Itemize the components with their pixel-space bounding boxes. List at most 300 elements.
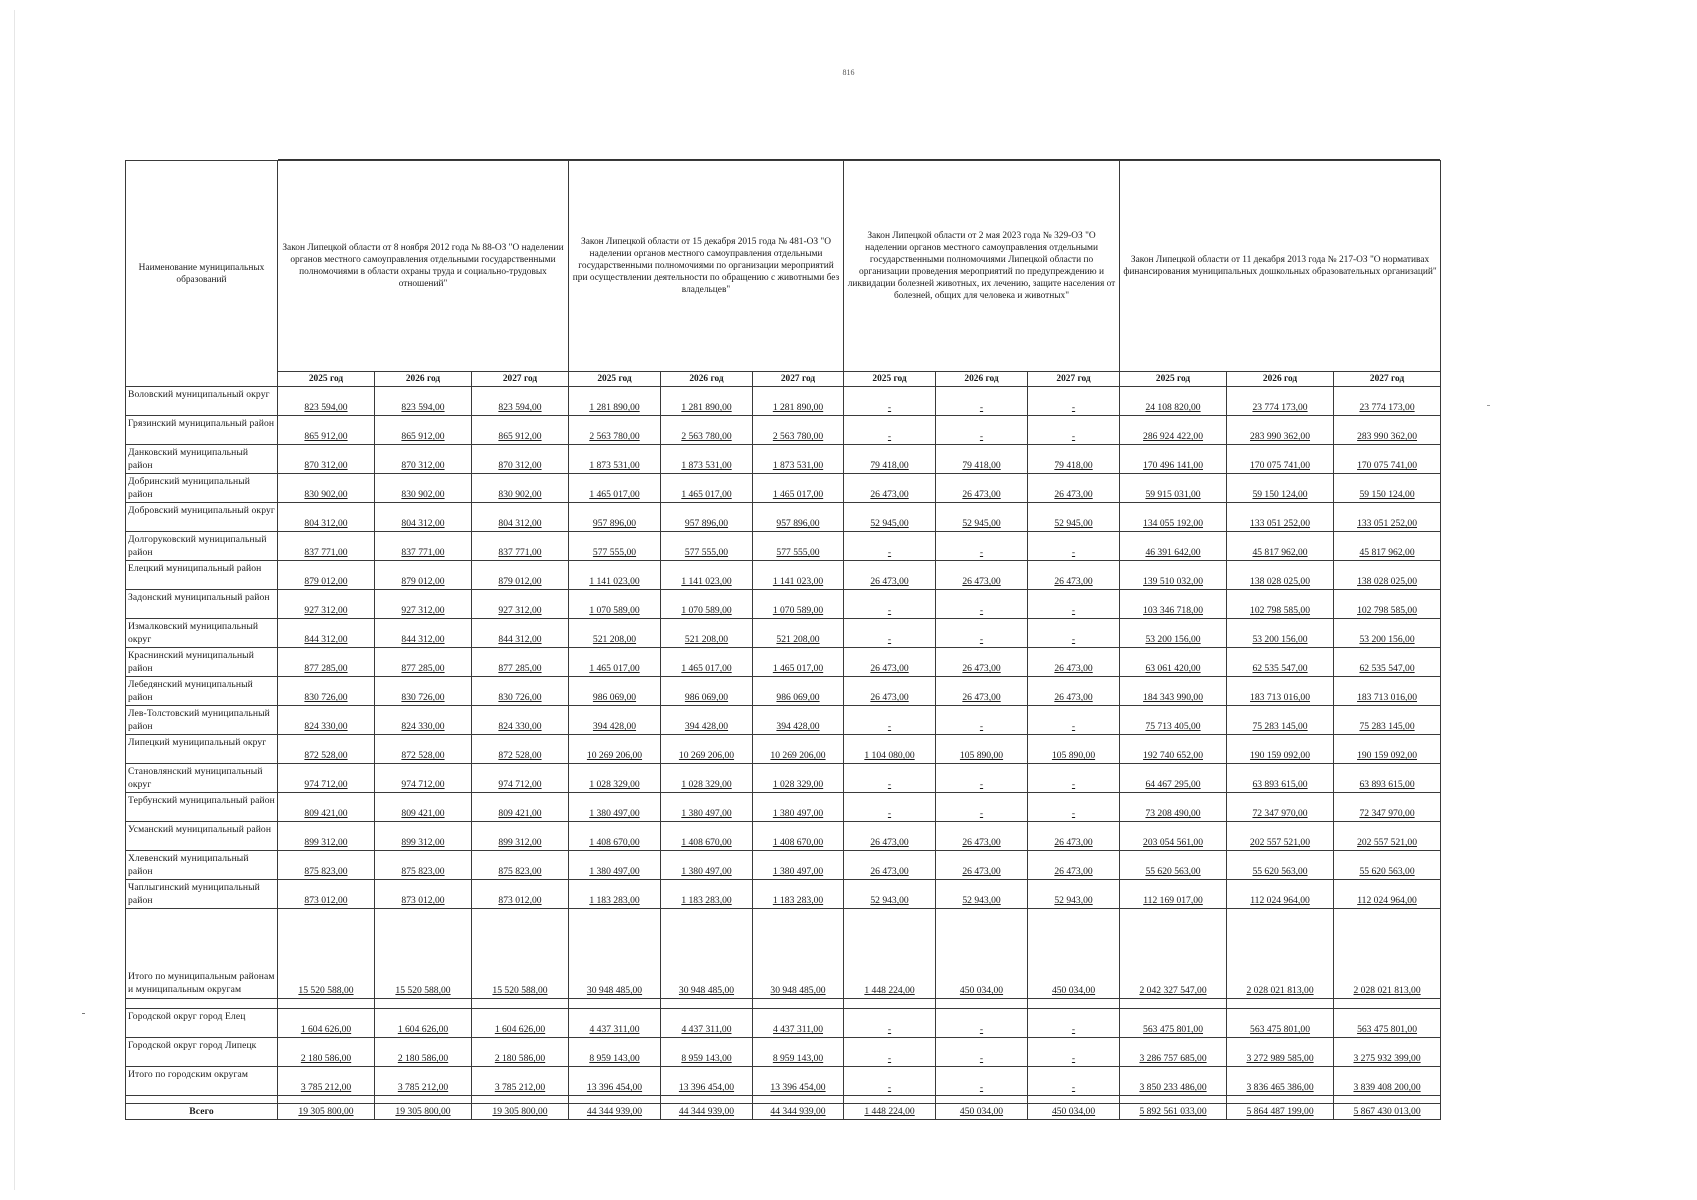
amount-value: 79 418,00 — [1054, 460, 1093, 471]
amount-value: 138 028 025,00 — [1357, 576, 1418, 587]
amount-cell — [278, 677, 375, 706]
amount-cell — [472, 503, 569, 532]
amount-cell — [1334, 677, 1441, 706]
amount-value: 1 873 531,00 — [772, 460, 824, 471]
amount-value: - — [979, 808, 984, 819]
amount-value: 563 475 801,00 — [1143, 1024, 1204, 1035]
amount-value: 1 141 023,00 — [589, 576, 640, 587]
amount-value: - — [1071, 605, 1076, 616]
amount-value: - — [887, 605, 892, 616]
amount-value: 1 141 023,00 — [772, 576, 824, 587]
amount-cell — [1227, 677, 1334, 706]
subsidy-table-container — [125, 160, 1440, 1120]
table-row — [126, 764, 1441, 793]
amount-value: 55 620 563,00 — [1145, 866, 1201, 877]
amount-value: 30 948 485,00 — [678, 985, 735, 996]
amount-cell — [1120, 1104, 1227, 1120]
amount-value: 72 347 970,00 — [1252, 808, 1308, 819]
amount-value: 824 330,00 — [498, 721, 542, 732]
amount-value: 823 594,00 — [498, 402, 542, 413]
amount-value: 26 473,00 — [870, 489, 909, 500]
amount-cell — [844, 445, 936, 474]
amount-value: 872 528,00 — [498, 750, 542, 761]
amount-value: 112 024 964,00 — [1357, 895, 1417, 906]
amount-cell — [936, 793, 1028, 822]
amount-cell — [278, 561, 375, 590]
amount-cell — [844, 503, 936, 532]
amount-value: 283 990 362,00 — [1250, 431, 1311, 442]
empty-cell — [375, 999, 472, 1009]
amount-cell — [1227, 909, 1334, 999]
table-row — [126, 793, 1441, 822]
amount-cell — [661, 822, 753, 851]
amount-cell — [753, 503, 844, 532]
table-row — [126, 648, 1441, 677]
amount-value: 53 200 156,00 — [1252, 634, 1308, 645]
year-header: 2027 год — [472, 372, 569, 387]
amount-value: 15 520 588,00 — [492, 985, 548, 996]
amount-value: 974 712,00 — [401, 779, 445, 790]
amount-cell — [1227, 793, 1334, 822]
municipality-name: Тербунский муниципальный район — [126, 793, 278, 822]
amount-cell — [661, 445, 753, 474]
amount-value: 809 421,00 — [304, 808, 348, 819]
amount-value: 2 563 780,00 — [772, 431, 824, 442]
amount-cell — [844, 880, 936, 909]
amount-cell — [1028, 387, 1120, 416]
amount-cell — [844, 474, 936, 503]
empty-cell — [936, 999, 1028, 1009]
amount-cell — [661, 532, 753, 561]
amount-cell — [1227, 532, 1334, 561]
amount-value: 830 726,00 — [401, 692, 445, 703]
table-row — [126, 503, 1441, 532]
amount-cell — [375, 503, 472, 532]
amount-value: 1 070 589,00 — [772, 605, 824, 616]
amount-value: 44 344 939,00 — [586, 1106, 643, 1117]
amount-value: - — [979, 402, 984, 413]
amount-cell — [1028, 706, 1120, 735]
amount-value: - — [1071, 1024, 1076, 1035]
amount-cell — [472, 619, 569, 648]
year-header: 2025 год — [278, 372, 375, 387]
amount-cell — [472, 590, 569, 619]
municipality-name: Измалковский муниципальный округ — [126, 619, 278, 648]
amount-cell — [569, 503, 661, 532]
amount-cell — [1227, 764, 1334, 793]
amount-cell — [1028, 532, 1120, 561]
municipality-name: Хлевенский муниципальный район — [126, 851, 278, 880]
amount-value: - — [887, 634, 892, 645]
table-row — [126, 706, 1441, 735]
amount-cell — [1227, 416, 1334, 445]
empty-cell — [1120, 1096, 1227, 1104]
amount-value: 30 948 485,00 — [770, 985, 826, 996]
amount-cell — [278, 735, 375, 764]
amount-value: 105 890,00 — [959, 750, 1004, 761]
amount-cell — [278, 1067, 375, 1096]
law-header-stray-animals: Закон Липецкой области от 15 декабря 2015 года № 481-ОЗ "О наделении органов местного самоуправления отдельными государственными полномочиями по организации мероприятий при осуществлении деятельности по обращению с животными без владельцев" — [569, 161, 844, 372]
amount-cell — [569, 474, 661, 503]
amount-cell — [472, 909, 569, 999]
amount-value: 1 104 080,00 — [864, 750, 915, 761]
amount-cell — [1227, 590, 1334, 619]
amount-value: 563 475 801,00 — [1357, 1024, 1418, 1035]
table-row — [126, 851, 1441, 880]
amount-cell — [1120, 880, 1227, 909]
amount-value: - — [887, 547, 892, 558]
amount-value: 26 473,00 — [962, 866, 1001, 877]
amount-value: 26 473,00 — [962, 576, 1001, 587]
amount-value: 44 344 939,00 — [770, 1106, 826, 1117]
scan-artifact — [1487, 405, 1490, 406]
amount-value: 804 312,00 — [304, 518, 348, 529]
amount-cell — [1028, 822, 1120, 851]
empty-cell — [661, 1096, 753, 1104]
amount-cell — [1028, 764, 1120, 793]
amount-cell — [1334, 416, 1441, 445]
amount-cell — [569, 561, 661, 590]
municipality-name: Елецкий муниципальный район — [126, 561, 278, 590]
amount-value: 986 069,00 — [592, 692, 637, 703]
amount-value: 873 012,00 — [498, 895, 542, 906]
amount-value: - — [887, 431, 892, 442]
amount-value: 52 945,00 — [870, 518, 909, 529]
amount-value: 24 108 820,00 — [1145, 402, 1201, 413]
amount-cell — [936, 387, 1028, 416]
amount-cell — [1120, 619, 1227, 648]
amount-cell — [753, 532, 844, 561]
amount-value: - — [979, 634, 984, 645]
amount-cell — [569, 677, 661, 706]
amount-value: 450 034,00 — [959, 985, 1004, 996]
amount-cell — [936, 764, 1028, 793]
amount-cell — [1227, 619, 1334, 648]
amount-cell — [569, 648, 661, 677]
amount-cell — [936, 416, 1028, 445]
amount-value: 26 473,00 — [962, 663, 1001, 674]
amount-cell — [1028, 793, 1120, 822]
amount-value: 52 943,00 — [870, 895, 909, 906]
amount-value: 3 286 757 685,00 — [1139, 1053, 1207, 1064]
amount-cell — [375, 1038, 472, 1067]
table-row — [126, 474, 1441, 503]
empty-cell — [1227, 999, 1334, 1009]
amount-cell — [569, 909, 661, 999]
amount-cell — [1334, 561, 1441, 590]
amount-cell — [569, 445, 661, 474]
amount-cell — [753, 735, 844, 764]
amount-value: 26 473,00 — [1054, 576, 1093, 587]
amount-cell — [472, 1009, 569, 1038]
amount-value: 26 473,00 — [870, 866, 909, 877]
municipality-name: Чаплыгинский муниципальный район — [126, 880, 278, 909]
amount-value: 2 180 586,00 — [300, 1053, 352, 1064]
amount-value: 3 839 408 200,00 — [1353, 1082, 1421, 1093]
amount-cell — [1334, 619, 1441, 648]
amount-value: 26 473,00 — [962, 837, 1001, 848]
amount-value: 830 902,00 — [498, 489, 542, 500]
amount-value: 927 312,00 — [304, 605, 348, 616]
amount-value: 1 380 497,00 — [772, 808, 824, 819]
amount-cell — [1120, 1009, 1227, 1038]
amount-value: 3 785 212,00 — [494, 1082, 546, 1093]
amount-value: 1 028 329,00 — [589, 779, 640, 790]
amount-cell — [661, 648, 753, 677]
amount-cell — [278, 416, 375, 445]
amount-cell — [472, 706, 569, 735]
amount-value: 202 557 521,00 — [1357, 837, 1418, 848]
empty-cell — [661, 999, 753, 1009]
amount-value: 134 055 192,00 — [1143, 518, 1204, 529]
amount-value: - — [1071, 1082, 1076, 1093]
amount-cell — [1028, 416, 1120, 445]
amount-cell — [472, 764, 569, 793]
amount-cell — [753, 706, 844, 735]
amount-cell — [844, 1038, 936, 1067]
amount-value: 877 285,00 — [304, 663, 348, 674]
municipality-name: Краснинский муниципальный район — [126, 648, 278, 677]
amount-cell — [375, 561, 472, 590]
amount-value: 13 396 454,00 — [586, 1082, 643, 1093]
amount-value: 394 428,00 — [684, 721, 729, 732]
amount-value: 10 269 206,00 — [678, 750, 735, 761]
amount-value: 283 990 362,00 — [1357, 431, 1418, 442]
municipality-name: Добринский муниципальный район — [126, 474, 278, 503]
amount-cell — [1028, 851, 1120, 880]
amount-cell — [753, 851, 844, 880]
table-row — [126, 590, 1441, 619]
amount-cell — [844, 822, 936, 851]
amount-cell — [753, 416, 844, 445]
amount-cell — [936, 648, 1028, 677]
amount-cell — [569, 619, 661, 648]
amount-cell — [661, 793, 753, 822]
amount-value: 873 012,00 — [401, 895, 445, 906]
amount-value: 879 012,00 — [401, 576, 445, 587]
amount-cell — [936, 851, 1028, 880]
amount-value: 986 069,00 — [776, 692, 820, 703]
amount-cell — [661, 851, 753, 880]
amount-cell — [472, 1104, 569, 1120]
amount-cell — [936, 706, 1028, 735]
amount-value: 844 312,00 — [304, 634, 348, 645]
amount-value: - — [887, 808, 892, 819]
amount-cell — [1120, 503, 1227, 532]
amount-cell — [1028, 1038, 1120, 1067]
amount-value: 184 343 990,00 — [1143, 692, 1204, 703]
amount-cell — [1227, 503, 1334, 532]
amount-value: 26 473,00 — [1054, 489, 1093, 500]
amount-value: - — [1071, 634, 1076, 645]
amount-value: - — [979, 779, 984, 790]
year-header: 2027 год — [1334, 372, 1441, 387]
amount-value: 1 465 017,00 — [589, 663, 640, 674]
amount-cell — [278, 387, 375, 416]
amount-value: 105 890,00 — [1051, 750, 1096, 761]
amount-value: 830 726,00 — [304, 692, 348, 703]
amount-value: 26 473,00 — [1054, 692, 1093, 703]
amount-cell — [569, 416, 661, 445]
amount-cell — [1227, 387, 1334, 416]
amount-cell — [472, 793, 569, 822]
table-row — [126, 416, 1441, 445]
amount-cell — [661, 474, 753, 503]
amount-cell — [844, 561, 936, 590]
amount-cell — [936, 1104, 1028, 1120]
amount-value: 1 380 497,00 — [589, 866, 640, 877]
municipality-name: Итого по муниципальным районам и муниципальным округам — [126, 909, 278, 999]
amount-value: - — [1071, 431, 1076, 442]
amount-cell — [936, 474, 1028, 503]
amount-value: 19 305 800,00 — [298, 1106, 354, 1117]
amount-value: 202 557 521,00 — [1250, 837, 1311, 848]
amount-value: 1 408 670,00 — [589, 837, 640, 848]
amount-value: 1 448 224,00 — [864, 985, 915, 996]
amount-value: 13 396 454,00 — [770, 1082, 826, 1093]
amount-value: 974 712,00 — [498, 779, 542, 790]
amount-value: - — [1071, 808, 1076, 819]
amount-cell — [1120, 416, 1227, 445]
amount-value: 26 473,00 — [870, 576, 909, 587]
amount-value: 1 028 329,00 — [772, 779, 824, 790]
amount-cell — [1120, 909, 1227, 999]
amount-value: 824 330,00 — [304, 721, 348, 732]
amount-value: 8 959 143,00 — [589, 1053, 640, 1064]
empty-cell — [1334, 1096, 1441, 1104]
amount-cell — [1334, 764, 1441, 793]
amount-cell — [375, 532, 472, 561]
amount-cell — [472, 532, 569, 561]
amount-value: 30 948 485,00 — [586, 985, 643, 996]
amount-value: 837 771,00 — [498, 547, 542, 558]
amount-value: - — [887, 402, 892, 413]
amount-value: 26 473,00 — [870, 663, 909, 674]
amount-cell — [375, 1104, 472, 1120]
law-header-animal-diseases: Закон Липецкой области от 2 мая 2023 года № 329-ОЗ "О наделении органов местного самоуправления отдельными государственными полномочиями Липецкой области по организации проведения мероприятий по предупреждению и ликвидации болезней животных, их лечению, защите населения от болезней, общих для человека и животных" — [844, 161, 1120, 372]
amount-value: 4 437 311,00 — [773, 1024, 824, 1035]
empty-cell — [569, 1096, 661, 1104]
amount-cell — [1028, 619, 1120, 648]
amount-cell — [844, 909, 936, 999]
year-header: 2027 год — [1028, 372, 1120, 387]
amount-value: 102 798 585,00 — [1250, 605, 1311, 616]
amount-cell — [753, 793, 844, 822]
amount-value: 23 774 173,00 — [1359, 402, 1415, 413]
amount-value: - — [887, 721, 892, 732]
table-row — [126, 735, 1441, 764]
amount-value: - — [887, 1082, 892, 1093]
amount-value: 15 520 588,00 — [395, 985, 451, 996]
amount-cell — [569, 387, 661, 416]
amount-cell — [661, 1067, 753, 1096]
amount-value: 73 208 490,00 — [1145, 808, 1201, 819]
amount-value: 957 896,00 — [684, 518, 729, 529]
municipality-name: Липецкий муниципальный округ — [126, 735, 278, 764]
municipality-name: Долгоруковский муниципальный район — [126, 532, 278, 561]
municipality-name: Становлянский муниципальный округ — [126, 764, 278, 793]
empty-cell — [753, 1096, 844, 1104]
amount-cell — [753, 880, 844, 909]
amount-value: 63 061 420,00 — [1145, 663, 1201, 674]
amount-value: 870 312,00 — [498, 460, 542, 471]
empty-cell — [844, 1096, 936, 1104]
amount-cell — [569, 1104, 661, 1120]
amount-cell — [1227, 735, 1334, 764]
amount-value: 865 912,00 — [498, 431, 542, 442]
amount-cell — [1334, 706, 1441, 735]
amount-cell — [936, 880, 1028, 909]
amount-value: 1 408 670,00 — [681, 837, 732, 848]
amount-cell — [936, 1009, 1028, 1038]
amount-value: - — [887, 1053, 892, 1064]
amount-cell — [661, 416, 753, 445]
amount-cell — [472, 445, 569, 474]
amount-value: 2 180 586,00 — [397, 1053, 449, 1064]
amount-cell — [1028, 590, 1120, 619]
empty-cell — [844, 999, 936, 1009]
amount-cell — [661, 561, 753, 590]
amount-value: 1 604 626,00 — [397, 1024, 449, 1035]
amount-value: 837 771,00 — [401, 547, 445, 558]
municipality-name: Городской округ город Елец — [126, 1009, 278, 1038]
amount-value: - — [979, 1024, 984, 1035]
amount-cell — [844, 1009, 936, 1038]
amount-value: 52 943,00 — [1054, 895, 1093, 906]
amount-value: 183 713 016,00 — [1357, 692, 1418, 703]
amount-cell — [278, 793, 375, 822]
amount-cell — [278, 590, 375, 619]
amount-cell — [278, 532, 375, 561]
amount-cell — [569, 822, 661, 851]
amount-value: 1 183 283,00 — [681, 895, 732, 906]
amount-cell — [1120, 532, 1227, 561]
empty-cell — [936, 1096, 1028, 1104]
amount-value: 63 893 615,00 — [1252, 779, 1308, 790]
amount-value: 138 028 025,00 — [1250, 576, 1311, 587]
amount-value: 1 604 626,00 — [300, 1024, 352, 1035]
amount-cell — [569, 1009, 661, 1038]
name-column-header: Наименование муниципальных образований — [126, 161, 278, 387]
year-header: 2026 год — [661, 372, 753, 387]
amount-cell — [1120, 764, 1227, 793]
amount-cell — [1334, 532, 1441, 561]
empty-cell — [126, 1096, 278, 1104]
amount-value: 879 012,00 — [304, 576, 348, 587]
amount-cell — [936, 532, 1028, 561]
amount-value: 986 069,00 — [684, 692, 729, 703]
amount-value: 521 208,00 — [776, 634, 820, 645]
amount-cell — [375, 1067, 472, 1096]
amount-cell — [1120, 793, 1227, 822]
amount-value: 133 051 252,00 — [1357, 518, 1418, 529]
empty-cell — [1028, 999, 1120, 1009]
amount-cell — [1028, 1104, 1120, 1120]
spacer-row — [126, 1096, 1441, 1104]
amount-value: 394 428,00 — [592, 721, 637, 732]
amount-cell — [1227, 1009, 1334, 1038]
amount-cell — [1334, 1038, 1441, 1067]
amount-cell — [753, 1009, 844, 1038]
amount-cell — [753, 909, 844, 999]
amount-value: - — [887, 779, 892, 790]
empty-cell — [569, 999, 661, 1009]
amount-cell — [472, 735, 569, 764]
amount-cell — [375, 677, 472, 706]
amount-cell — [472, 561, 569, 590]
amount-cell — [1334, 1067, 1441, 1096]
amount-cell — [1028, 880, 1120, 909]
